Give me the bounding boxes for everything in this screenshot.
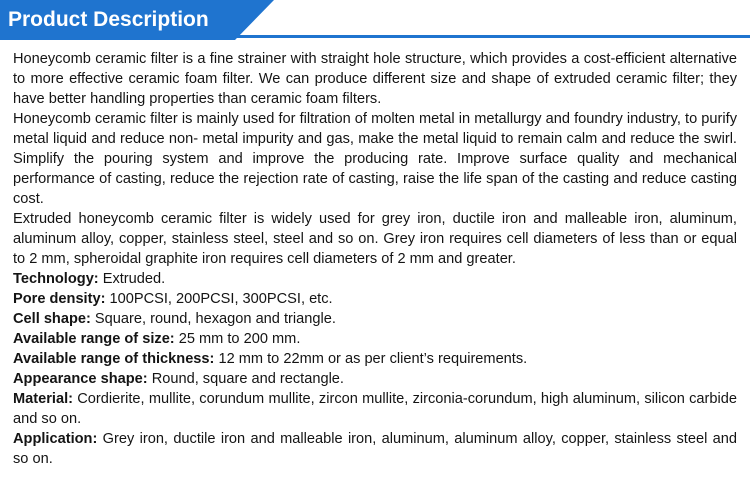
spec-value: Grey iron, ductile iron and malleable iron, aluminum, aluminum alloy, copper, stainless steel and so on. [13, 431, 737, 467]
spec-label: Available range of thickness: [13, 351, 215, 367]
spec-application [13, 429, 737, 469]
spec-label: Cell shape: [13, 311, 91, 327]
spec-value: 100PCSI, 200PCSI, 300PCSI, etc. [105, 291, 333, 307]
description-paragraph: Honeycomb ceramic filter is a fine strainer with straight hole structure, which provides a cost-efficient alternative to more effective ceramic foam filter. We can produce different size and shape of extruded ceramic filter; they have better handling properties than ceramic foam filters. [13, 51, 737, 107]
spec-value: Round, square and rectangle. [147, 371, 344, 387]
header-underline [232, 35, 750, 38]
spec-size-range [13, 329, 737, 349]
spec-technology [13, 269, 737, 289]
description-paragraph: Extruded honeycomb ceramic filter is widely used for grey iron, ductile iron and malleable iron, aluminum, aluminum alloy, copper, stainless steel, steel and so on. Grey iron requires cell diameters of less than or equal to 2 mm, spheroidal graphite iron requires cell diameters of 2 mm and greater. [13, 211, 737, 267]
spec-value: 12 mm to 22mm or as per client’s requirements. [214, 351, 528, 367]
description-paragraph: Honeycomb ceramic filter is mainly used for filtration of molten metal in metallurgy and foundry industry, to purify metal liquid and reduce non- metal impurity and gas, make the metal liquid to remain calm and reduce the swirl. Simplify the pouring system and improve the producing rate. Improve surface quality and mechanical performance of casting, reduce the rejection rate of casting, raise the life span of the casting and reduce casting cost. [13, 111, 737, 207]
spec-value: Cordierite, mullite, corundum mullite, zircon mullite, zirconia-corundum, high aluminum, silicon carbide and so on. [13, 391, 737, 427]
spec-label: Pore density: [13, 291, 106, 307]
spec-material [13, 389, 737, 429]
spec-label: Appearance shape: [13, 371, 148, 387]
spec-label: Material: [13, 391, 74, 407]
spec-appearance-shape [13, 369, 737, 389]
spec-cell-shape [13, 309, 737, 329]
spec-thickness-range [13, 349, 737, 369]
spec-label: Available range of size: [13, 331, 175, 347]
section-header [0, 0, 750, 40]
spec-pore-density [13, 289, 737, 309]
spec-value: Extruded. [98, 271, 166, 287]
spec-value: Square, round, hexagon and triangle. [90, 311, 336, 327]
description-body [13, 49, 737, 469]
spec-label: Technology: [13, 271, 99, 287]
spec-value: 25 mm to 200 mm. [174, 331, 301, 347]
spec-label: Application: [13, 431, 98, 447]
section-title: Product Description [8, 8, 209, 31]
